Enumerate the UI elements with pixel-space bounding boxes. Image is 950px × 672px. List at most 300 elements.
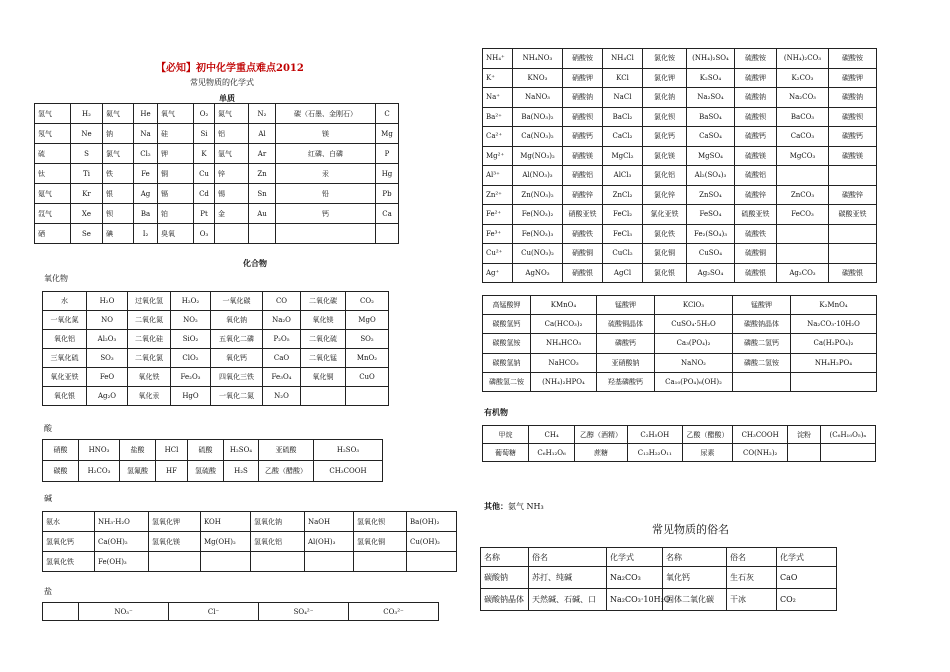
table-cell: Na — [134, 124, 158, 144]
table-cell: 氨水 — [43, 512, 95, 532]
table-cell: CuO — [346, 368, 389, 387]
table-cell: 甲烷 — [483, 426, 529, 444]
table-cell: 汞 — [276, 164, 376, 184]
organic-label: 有机物 — [484, 407, 508, 417]
table-cell: 三氧化硫 — [43, 349, 87, 368]
table-cell: 硝酸镁 — [563, 146, 603, 166]
table-cell: O₂ — [194, 104, 215, 124]
table-cell: 二氧化硫 — [301, 330, 346, 349]
table-cell: FeO — [87, 368, 128, 387]
table-cell: 氖气 — [35, 124, 71, 144]
table-row — [483, 205, 877, 225]
table-cell: 蔗糖 — [575, 444, 628, 462]
table-cell: 金 — [215, 204, 249, 224]
table-cell — [276, 224, 376, 244]
table-cell: 碳酸氢钠 — [483, 353, 531, 372]
table-cell: Zn — [249, 164, 276, 184]
table-row — [483, 127, 877, 147]
table-cell — [346, 387, 389, 406]
table-row — [43, 330, 389, 349]
table-cell: 碳（石墨、金刚石） — [276, 104, 376, 124]
table-cell: NaNO₃ — [513, 88, 563, 108]
table-cell: 氧化汞 — [128, 387, 171, 406]
common-names-cell: Na₂CO₃·10H₂O — [607, 589, 663, 611]
table-cell: CH₄ — [529, 426, 575, 444]
table-cell: 氢硫酸 — [188, 461, 224, 482]
table-cell: 硝酸钙 — [563, 127, 603, 147]
table-cell: 硫酸镁 — [735, 146, 777, 166]
table-cell: 硫酸钾 — [735, 68, 777, 88]
table-cell: FeSO₄ — [687, 205, 735, 225]
table-cell — [305, 552, 354, 572]
table-cell: Fe₂O₃ — [171, 368, 211, 387]
common-names-cell: 苏打、纯碱 — [529, 567, 607, 589]
table-cell: 碘 — [103, 224, 134, 244]
table-cell: ZnSO₄ — [687, 185, 735, 205]
table-cell: 钾 — [158, 144, 194, 164]
table-cell: 氧化铝 — [43, 330, 87, 349]
table-cell — [829, 224, 877, 244]
table-cell: 硫酸 — [188, 440, 224, 461]
table-cell: 氮气 — [215, 104, 249, 124]
common-names-cell: Na₂CO₃ — [607, 567, 663, 589]
table-cell: Ca²⁺ — [483, 127, 513, 147]
table-cell: HgO — [171, 387, 211, 406]
table-cell: 五氧化二磷 — [211, 330, 263, 349]
table-cell: Al³⁺ — [483, 166, 513, 186]
table-cell: 乙酸（醋酸） — [682, 426, 732, 444]
common-names-cell: 生石灰 — [727, 567, 777, 589]
table-cell: 氢氧化铜 — [354, 532, 407, 552]
table-cell: CO(NH₂)₂ — [733, 444, 788, 462]
table-cell: 钡 — [103, 204, 134, 224]
table-cell: 氧化钙 — [211, 349, 263, 368]
table-cell: 氢氧化钠 — [251, 512, 305, 532]
table-row — [483, 185, 877, 205]
table-cell: 葡萄糖 — [483, 444, 529, 462]
table-cell: 氧化钠 — [211, 311, 263, 330]
common-names-header-cell: 名称 — [481, 548, 529, 567]
table-cell: 二氧化硅 — [128, 330, 171, 349]
table-cell: Na₂O — [263, 311, 301, 330]
table-cell: HNO₃ — [79, 440, 120, 461]
page-subtitle: 常见物质的化学式 — [190, 78, 254, 87]
table-cell: CuCl₂ — [603, 244, 643, 264]
table-row — [43, 311, 389, 330]
table-cell: 铁 — [103, 164, 134, 184]
table-cell: Ba(NO₃)₂ — [513, 107, 563, 127]
table-cell: 一氧化二氮 — [211, 387, 263, 406]
other-salts-table — [482, 295, 877, 392]
table-cell: Na₂CO₃·10H₂O — [791, 315, 877, 334]
table-cell: 尿素 — [682, 444, 732, 462]
table-cell: HCl — [156, 440, 188, 461]
table-cell: 氧化亚铁 — [43, 368, 87, 387]
table-cell: 硫酸锌 — [735, 185, 777, 205]
table-cell: 碳酸锌 — [829, 185, 877, 205]
table-row — [43, 512, 457, 532]
table-row — [43, 387, 389, 406]
table-row — [43, 461, 383, 482]
table-cell: 氯化铁 — [643, 224, 687, 244]
salts-header-cell: SO₄²⁻ — [259, 603, 349, 621]
table-row — [35, 104, 399, 124]
table-cell: Ag₂CO₃ — [777, 263, 829, 283]
table-cell: 硫酸铜 — [735, 244, 777, 264]
table-cell: FeCl₂ — [603, 205, 643, 225]
common-names-cell: 碳酸钠晶体 — [481, 589, 529, 611]
table-cell: NH₄HCO₃ — [531, 334, 597, 353]
table-cell: H₂SO₃ — [314, 440, 383, 461]
table-cell: 镉 — [158, 184, 194, 204]
table-cell: MgCO₃ — [777, 146, 829, 166]
table-cell: He — [134, 104, 158, 124]
table-cell: 碳酸铵 — [829, 49, 877, 69]
table-cell: 镁 — [276, 124, 376, 144]
table-cell: P₂O₅ — [263, 330, 301, 349]
table-cell: 氢气 — [35, 104, 71, 124]
table-cell: 氦气 — [103, 104, 134, 124]
table-cell: 硝酸铁 — [563, 224, 603, 244]
table-cell: CaCl₂ — [603, 127, 643, 147]
common-names-cell: 干冰 — [727, 589, 777, 611]
table-cell: Zn(NO₃)₂ — [513, 185, 563, 205]
table-cell: 磷酸氢二铵 — [483, 372, 531, 391]
table-row — [43, 368, 389, 387]
table-cell: MnO₂ — [346, 349, 389, 368]
table-cell — [251, 552, 305, 572]
table-cell: 钙 — [276, 204, 376, 224]
elements-heading: 单质 — [219, 93, 235, 103]
table-cell: NH₄H₂PO₄ — [791, 353, 877, 372]
table-cell — [354, 552, 407, 572]
table-cell: NH₄Cl — [603, 49, 643, 69]
table-cell: CaO — [263, 349, 301, 368]
common-names-header-cell: 化学式 — [607, 548, 663, 567]
other-label: 其他： — [484, 501, 508, 511]
table-cell: 氧化铜 — [301, 368, 346, 387]
table-cell: NaCl — [603, 88, 643, 108]
salts-label: 盐 — [44, 587, 52, 596]
table-cell: 红磷、白磷 — [276, 144, 376, 164]
table-cell: Zn²⁺ — [483, 185, 513, 205]
oxides-table — [42, 291, 389, 406]
table-cell: C₆H₁₂O₆ — [529, 444, 575, 462]
table-cell: K₂SO₄ — [687, 68, 735, 88]
table-cell — [201, 552, 251, 572]
common-names-cell: 碳酸钠 — [481, 567, 529, 589]
table-cell: 氩气 — [215, 144, 249, 164]
table-cell: Ag₂SO₄ — [687, 263, 735, 283]
common-names-cell: 固体二氧化碳 — [663, 589, 727, 611]
table-cell: 硝酸 — [43, 440, 79, 461]
table-cell: Hg — [376, 164, 399, 184]
table-cell: 铅 — [276, 184, 376, 204]
table-cell: 锰酸钾 — [597, 296, 655, 315]
table-cell: Sn — [249, 184, 276, 204]
table-cell: ZnCO₃ — [777, 185, 829, 205]
table-cell: 臭氧 — [158, 224, 194, 244]
common-names-cell: 天然碱、石碱、口 — [529, 589, 607, 611]
table-cell: 一氧化碳 — [211, 292, 263, 311]
table-cell: Mg — [376, 124, 399, 144]
table-cell: Cl₂ — [134, 144, 158, 164]
table-cell: (NH₄)₂CO₃ — [777, 49, 829, 69]
table-cell: Ca(HCO₃)₂ — [531, 315, 597, 334]
table-row — [35, 124, 399, 144]
common-names-header-cell: 名称 — [663, 548, 727, 567]
table-cell: Mg(OH)₂ — [201, 532, 251, 552]
table-cell: 四氧化三铁 — [211, 368, 263, 387]
table-cell: Au — [249, 204, 276, 224]
table-cell: NaNO₂ — [655, 353, 733, 372]
table-cell — [407, 552, 457, 572]
table-cell: 碳酸氢钙 — [483, 315, 531, 334]
table-cell: 氯化钠 — [643, 88, 687, 108]
table-cell — [821, 444, 876, 462]
table-cell: 过氧化氢 — [128, 292, 171, 311]
table-cell — [215, 224, 249, 244]
table-cell: SiO₂ — [171, 330, 211, 349]
table-cell: HF — [156, 461, 188, 482]
common-names-header-cell: 化学式 — [777, 548, 837, 567]
table-cell: MgO — [346, 311, 389, 330]
table-cell — [733, 372, 791, 391]
table-cell: 碳酸银 — [829, 263, 877, 283]
table-row — [483, 68, 877, 88]
table-cell: P — [376, 144, 399, 164]
table-cell: C₁₂H₂₂O₁₁ — [627, 444, 682, 462]
table-cell: 氪气 — [35, 184, 71, 204]
table-cell: 碳酸钠晶体 — [733, 315, 791, 334]
table-cell: Na₂CO₃ — [777, 88, 829, 108]
table-cell: 磷酸二氢铵 — [733, 353, 791, 372]
table-cell: H₂SO₄ — [224, 440, 259, 461]
table-cell: K₂CO₃ — [777, 68, 829, 88]
table-cell: 淀粉 — [788, 426, 821, 444]
elements-table — [34, 103, 399, 244]
table-cell: 碳酸镁 — [829, 146, 877, 166]
table-cell: 硝酸钡 — [563, 107, 603, 127]
table-cell: Cu²⁺ — [483, 244, 513, 264]
table-cell: 硫酸铜晶体 — [597, 315, 655, 334]
table-cell: Al(OH)₃ — [305, 532, 354, 552]
table-cell: Fe₂(SO₄)₃ — [687, 224, 735, 244]
table-cell: 硅 — [158, 124, 194, 144]
table-cell: Mg²⁺ — [483, 146, 513, 166]
table-cell: 硝酸钠 — [563, 88, 603, 108]
table-cell: 盐酸 — [120, 440, 156, 461]
table-cell: Al₂O₃ — [87, 330, 128, 349]
table-cell — [788, 444, 821, 462]
table-cell: NO₂ — [171, 311, 211, 330]
table-cell: 高锰酸钾 — [483, 296, 531, 315]
common-names-cell: CO₂ — [777, 589, 837, 611]
table-cell: 碳酸钙 — [829, 127, 877, 147]
table-cell: Ag — [134, 184, 158, 204]
table-cell: 硝酸铵 — [563, 49, 603, 69]
table-cell: Al(NO₃)₃ — [513, 166, 563, 186]
table-cell: NaOH — [305, 512, 354, 532]
table-cell: (C₆H₁₀O₅)ₙ — [821, 426, 876, 444]
table-cell: Fe³⁺ — [483, 224, 513, 244]
table-cell: 碳酸亚铁 — [829, 205, 877, 225]
table-cell — [777, 224, 829, 244]
table-row — [43, 292, 389, 311]
table-row — [35, 184, 399, 204]
table-cell: KMnO₄ — [531, 296, 597, 315]
table-cell: H₂ — [71, 104, 103, 124]
table-cell: H₂S — [224, 461, 259, 482]
table-cell: Se — [71, 224, 103, 244]
table-cell: C — [376, 104, 399, 124]
table-cell: 二氧化氮 — [128, 311, 171, 330]
table-cell: Ca — [376, 204, 399, 224]
table-cell: SO₃ — [87, 349, 128, 368]
table-cell: 硝酸亚铁 — [563, 205, 603, 225]
table-cell: 氯化镁 — [643, 146, 687, 166]
table-cell: (NH₄)₂SO₄ — [687, 49, 735, 69]
table-cell: ZnCl₂ — [603, 185, 643, 205]
oxides-label: 氧化物 — [44, 274, 68, 283]
table-cell: 氯化铜 — [643, 244, 687, 264]
salts-header-cell: CO₃²⁻ — [349, 603, 439, 621]
acids-label: 酸 — [44, 424, 52, 433]
table-cell: 氯化锌 — [643, 185, 687, 205]
table-cell: CH₃COOH — [733, 426, 788, 444]
bases-label: 碱 — [44, 494, 52, 503]
table-row — [483, 372, 877, 391]
table-cell: Ba — [134, 204, 158, 224]
common-names-header-cell: 俗名 — [727, 548, 777, 567]
table-cell: CuSO₄ — [687, 244, 735, 264]
table-cell: NH₄NO₃ — [513, 49, 563, 69]
table-cell: 一氧化氮 — [43, 311, 87, 330]
table-cell: AlCl₃ — [603, 166, 643, 186]
table-cell: 硫酸铵 — [735, 49, 777, 69]
table-row — [483, 296, 877, 315]
table-cell: Ca(OH)₂ — [95, 532, 149, 552]
table-row — [43, 349, 389, 368]
table-cell: NO — [87, 311, 128, 330]
other-text: 氨气 NH₃ — [508, 502, 544, 511]
table-row — [43, 532, 457, 552]
table-row — [483, 88, 877, 108]
table-cell: H₂O — [87, 292, 128, 311]
table-row — [483, 444, 876, 462]
table-cell: 氧化铁 — [128, 368, 171, 387]
table-cell: 二氧化锰 — [301, 349, 346, 368]
table-cell: 铂 — [158, 204, 194, 224]
table-cell: 氯化铝 — [643, 166, 687, 186]
table-cell: 氢氧化钾 — [149, 512, 201, 532]
table-row — [483, 263, 877, 283]
table-cell: Mg(NO₃)₂ — [513, 146, 563, 166]
table-cell: 氢氧化铝 — [251, 532, 305, 552]
salts-header-cell — [43, 603, 79, 621]
table-cell: 铜 — [158, 164, 194, 184]
table-cell: Ne — [71, 124, 103, 144]
table-cell: Cu(NO₃)₂ — [513, 244, 563, 264]
salts-table — [482, 48, 877, 283]
table-cell: 硝酸钾 — [563, 68, 603, 88]
common-names-table — [480, 547, 837, 611]
table-cell: 硫 — [35, 144, 71, 164]
table-cell — [149, 552, 201, 572]
table-cell: MgSO₄ — [687, 146, 735, 166]
table-cell: 硝酸铝 — [563, 166, 603, 186]
table-cell: KOH — [201, 512, 251, 532]
table-cell: 硝酸银 — [563, 263, 603, 283]
table-cell: Fe₃O₄ — [263, 368, 301, 387]
table-row — [35, 204, 399, 224]
table-row — [483, 244, 877, 264]
table-cell: AgNO₃ — [513, 263, 563, 283]
table-cell: I₂ — [134, 224, 158, 244]
table-cell: Ag₂O — [87, 387, 128, 406]
salts-header-cell: Cl⁻ — [169, 603, 259, 621]
table-cell: N₂ — [249, 104, 276, 124]
table-cell: 碳酸钠 — [829, 88, 877, 108]
table-cell — [777, 166, 829, 186]
table-cell: 硫酸钙 — [735, 127, 777, 147]
table-cell: Ca₃(PO₄)₂ — [655, 334, 733, 353]
table-row — [483, 426, 876, 444]
table-cell: 氢氧化镁 — [149, 532, 201, 552]
table-cell: Kr — [71, 184, 103, 204]
table-cell: NH₄⁺ — [483, 49, 513, 69]
table-row — [483, 166, 877, 186]
table-row — [483, 334, 877, 353]
table-cell: S — [71, 144, 103, 164]
table-cell: 硫酸钠 — [735, 88, 777, 108]
table-cell: CO — [263, 292, 301, 311]
table-cell: Al₂(SO₄)₃ — [687, 166, 735, 186]
table-cell: Ba²⁺ — [483, 107, 513, 127]
table-row — [483, 224, 877, 244]
table-cell: KClO₃ — [655, 296, 733, 315]
table-cell: FeCO₃ — [777, 205, 829, 225]
table-cell: 碳酸钡 — [829, 107, 877, 127]
table-cell: 碳酸 — [43, 461, 79, 482]
common-names-cell: CaO — [777, 567, 837, 589]
table-cell: CaSO₄ — [687, 127, 735, 147]
table-cell: 亚硫酸 — [259, 440, 314, 461]
table-cell: Fe — [134, 164, 158, 184]
table-cell: 氧化镁 — [301, 311, 346, 330]
table-cell: Pt — [194, 204, 215, 224]
table-cell: H₂O₂ — [171, 292, 211, 311]
table-cell: 磷酸钙 — [597, 334, 655, 353]
table-cell: 氢氧化钙 — [43, 532, 95, 552]
table-cell: C₂H₅OH — [627, 426, 682, 444]
table-cell: 氯化银 — [643, 263, 687, 283]
table-cell — [829, 166, 877, 186]
table-cell: KNO₃ — [513, 68, 563, 88]
table-cell: K⁺ — [483, 68, 513, 88]
table-cell: 硝酸锌 — [563, 185, 603, 205]
table-cell: 碳酸氢铵 — [483, 334, 531, 353]
table-cell: Ca(NO₃)₂ — [513, 127, 563, 147]
table-cell: Na⁺ — [483, 88, 513, 108]
table-cell: AgCl — [603, 263, 643, 283]
table-cell: Pb — [376, 184, 399, 204]
table-row — [483, 107, 877, 127]
table-cell: 羟基磷酸钙 — [597, 372, 655, 391]
table-cell: CaCO₃ — [777, 127, 829, 147]
table-row — [35, 164, 399, 184]
table-cell: 氢氟酸 — [120, 461, 156, 482]
